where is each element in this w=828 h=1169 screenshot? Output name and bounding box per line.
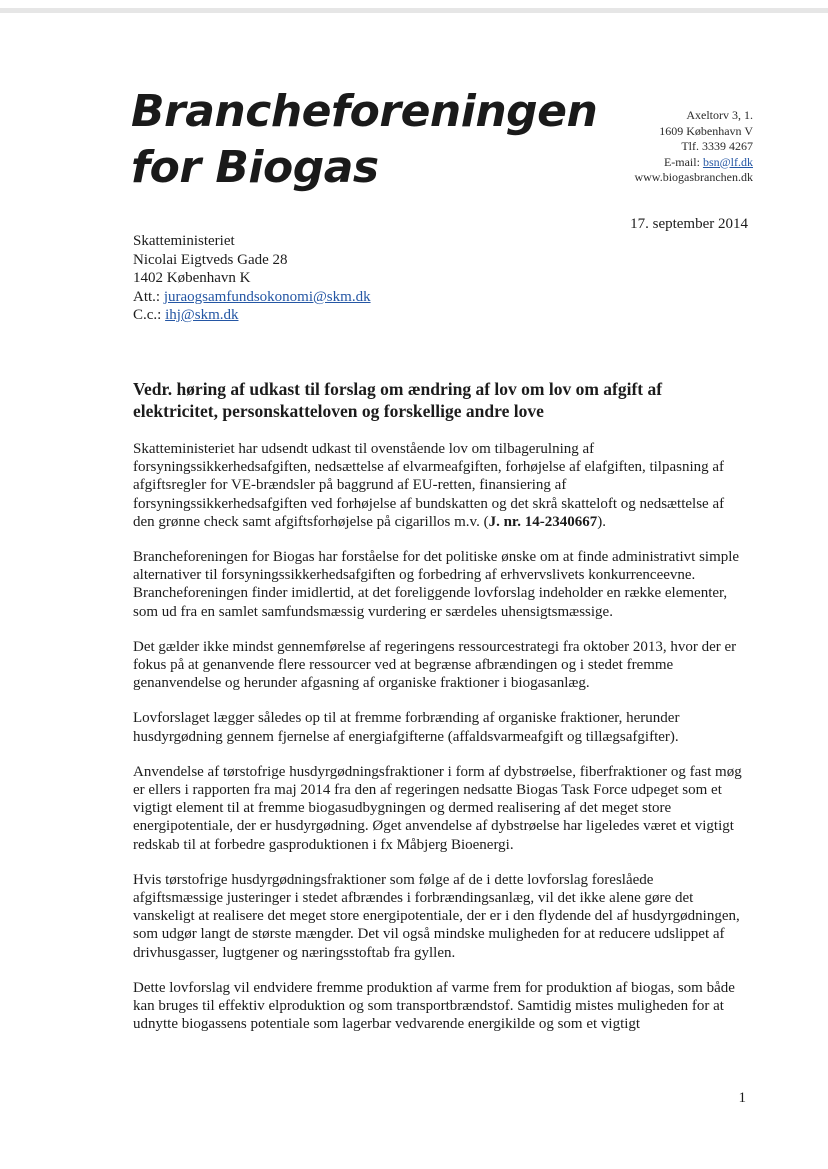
recipient-city: 1402 København K: [133, 270, 251, 286]
recipient-block: [133, 232, 371, 325]
email-line: [634, 155, 753, 171]
cc-line: [133, 306, 371, 325]
att-line: [133, 288, 371, 307]
org-email-link[interactable]: bsn@lf.dk: [702, 154, 753, 169]
paragraph-1: [133, 440, 743, 531]
cc-label: C.c.:: [133, 307, 162, 323]
logo-line-1: Brancheforeningen: [131, 86, 598, 137]
letter-date: 17. september 2014: [630, 216, 748, 232]
att-email-link[interactable]: juraogsamfundsokonomi@skm.dk: [163, 288, 371, 305]
website: www.biogasbranchen.dk: [634, 170, 753, 184]
att-label: Att.:: [133, 288, 161, 305]
journal-number: J. nr. 14-2340667: [488, 513, 598, 530]
address-line-1: Axeltorv 3, 1.: [686, 108, 753, 122]
paragraph-1-end: ).: [597, 513, 606, 530]
address-line-2: 1609 København V: [659, 123, 753, 138]
letter-subject: Vedr. høring af udkast til forslag om ændring af lov om lov om afgift af elektricitet, personskatteloven og forskellige andre love: [133, 379, 663, 421]
email-label: E-mail:: [663, 154, 700, 169]
paragraph-6: Hvis tørstofrige husdyrgødningsfraktioner som følge af de i dette lovforslag foreslåede afgiftsmæssige justeringer i stedet afbrændes i forbrændingsanlæg, vil det ikke alene gøre det vanskeligt at realisere det meget store energipotentiale, der er i den flydende del af husdyrgødningen, som udgør langt de største mængder. Det vil også mindske muligheden for at reducere udslippet af drivhusgasser, lugtgener og næringsstoftab fra gyllen.: [133, 871, 740, 961]
paragraph-1-text: Skatteministeriet har udsendt udkast til ovenstående lov om tilbagerulning af forsyningssikkerhedsafgiften, nedsættelse af elvarmeafgiften, forhøjelse af elafgiften, tilpasning af afgiftsregler for VE-brændsler på baggrund af EU-retten, finansiering af forsyningssikkerhedsafgiften ved forhøjelse af bundskatten og det skrå skatteloft og nedsættelse af den grønne check samt afgiftsforhøjelse på cigarillos m.v. (: [133, 441, 725, 530]
logo-line-2: for Biogas: [131, 142, 379, 193]
cc-email-link[interactable]: ihj@skm.dk: [165, 307, 239, 323]
paragraph-5: Anvendelse af tørstofrige husdyrgødningsfraktioner i form af dybstrøelse, fiberfraktioner og fast møg er ellers i rapporten fra maj 2014 fra den af regeringen nedsatte Biogas Task Force udpeget som et vigtigt element til at fremme biogasudbygningen og dermed realisering af det meget store energipotentiale, der er husdyrgødning. Øget anvendelse af dybstrøelse har ligeledes været et vigtigt redskab til at forbedre gasproduktionen i fx Måbjerg Bioenergi.: [133, 763, 742, 853]
letter-body: [133, 440, 743, 1033]
paragraph-7: Dette lovforslag vil endvidere fremme produktion af varme frem for produktion af biogas, som både kan bruges til effektiv elproduktion og som transportbrændstof. Samtidig mistes muligheden for at udnytte biogassens potentiale som lagerbar vedvarende energikilde og som et vigtigt: [133, 979, 735, 1033]
top-border: [0, 8, 828, 13]
page-number: 1: [738, 1090, 746, 1106]
paragraph-4: Lovforslaget lægger således op til at fremme forbrænding af organiske fraktioner, herunder husdyrgødning gennem fjernelse af energiafgifterne (affaldsvarmeafgift og tillægsafgifter).: [133, 710, 680, 745]
paragraph-2: Brancheforeningen for Biogas har forståelse for det politiske ønske om at finde administrativt simple alternativer til forsyningssikkerhedsafgiften og forbedring af erhvervslivets konkurrenceevne. Brancheforeningen finder imidlertid, at det foreliggende lovforslag indeholder en række elementer, som ud fra en samlet samfundsmæssig vurdering er særdeles uhensigtsmæssige.: [133, 549, 740, 620]
paragraph-3: Det gælder ikke mindst gennemførelse af regeringens ressourcestrategi fra oktober 2013, hvor der er fokus på at genanvende flere ressourcer ved at begrænse afbrændingen og i stedet fremme genanvendelse og herunder afgasning af organiske fraktioner i biogasanlæg.: [133, 638, 737, 692]
phone-number: Tlf. 3339 4267: [681, 139, 753, 153]
recipient-name: Skatteministeriet: [133, 233, 235, 249]
recipient-street: Nicolai Eigtveds Gade 28: [133, 251, 288, 268]
contact-block: [634, 108, 753, 186]
organization-logo: [131, 84, 597, 196]
